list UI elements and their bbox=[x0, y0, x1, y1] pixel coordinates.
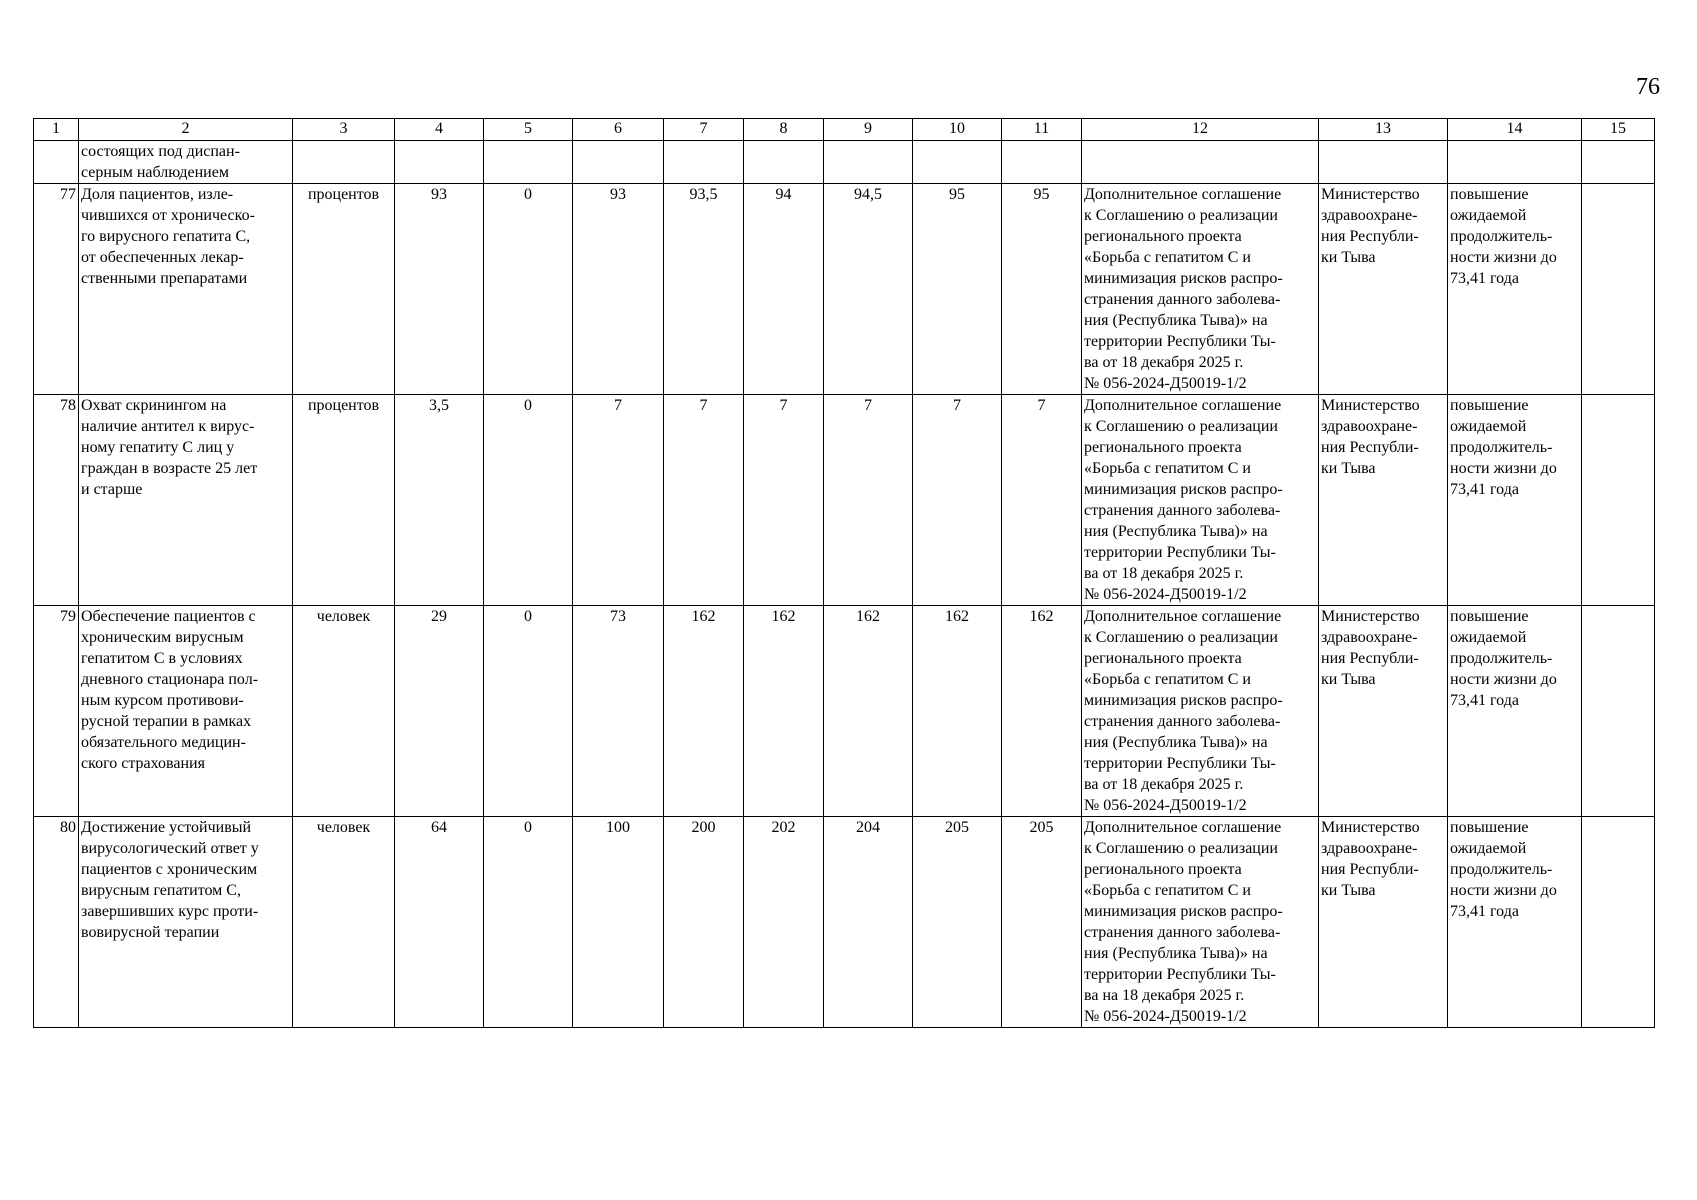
expected-result: повышение ожидаемой продолжитель- ности жизни до 73,41 года bbox=[1448, 395, 1582, 606]
value-col-8: 202 bbox=[744, 817, 824, 1028]
page-number: 76 bbox=[1636, 74, 1660, 100]
value-col-7: 162 bbox=[664, 606, 744, 817]
responsible-body: Министерство здравоохране- ния Республи- ки Тыва bbox=[1319, 606, 1448, 817]
header-cell: 8 bbox=[744, 119, 824, 141]
value-col-10: 7 bbox=[913, 395, 1002, 606]
empty-cell bbox=[664, 141, 744, 184]
row-number: 78 bbox=[34, 395, 79, 606]
value-col-5: 0 bbox=[484, 606, 573, 817]
value-col-15 bbox=[1582, 184, 1655, 395]
header-cell: 12 bbox=[1082, 119, 1319, 141]
empty-cell bbox=[1319, 141, 1448, 184]
row-number: 77 bbox=[34, 184, 79, 395]
unit: процентов bbox=[293, 395, 395, 606]
source-document: Дополнительное соглашение к Соглашению о реализации регионального проекта «Борьба с гепатитом С и минимизация рисков распро- странения данного заболева- ния (Республика Тыва)» на территории Республики Ты- ва на 18 декабря 2025 г. № 056-2024-Д50019-1/2 bbox=[1082, 817, 1319, 1028]
value-col-5: 0 bbox=[484, 817, 573, 1028]
row-number: 79 bbox=[34, 606, 79, 817]
source-document: Дополнительное соглашение к Соглашению о реализации регионального проекта «Борьба с гепатитом С и минимизация рисков распро- странения данного заболева- ния (Республика Тыва)» на территории Республики Ты- ва от 18 декабря 2025 г. № 056-2024-Д50019-1/2 bbox=[1082, 606, 1319, 817]
indicator-name: Достижение устойчивый вирусологический ответ у пациентов с хроническим вирусным гепатитом С, завершивших курс проти- вовирусной терапии bbox=[79, 817, 293, 1028]
value-col-10: 95 bbox=[913, 184, 1002, 395]
responsible-body: Министерство здравоохране- ния Республи- ки Тыва bbox=[1319, 817, 1448, 1028]
value-col-7: 7 bbox=[664, 395, 744, 606]
header-cell: 15 bbox=[1582, 119, 1655, 141]
value-col-9: 7 bbox=[824, 395, 913, 606]
header-cell: 5 bbox=[484, 119, 573, 141]
responsible-body: Министерство здравоохране- ния Республи- ки Тыва bbox=[1319, 184, 1448, 395]
value-col-15 bbox=[1582, 395, 1655, 606]
empty-cell bbox=[293, 141, 395, 184]
value-col-15 bbox=[1582, 817, 1655, 1028]
value-col-5: 0 bbox=[484, 395, 573, 606]
value-col-9: 94,5 bbox=[824, 184, 913, 395]
header-cell: 13 bbox=[1319, 119, 1448, 141]
empty-cell bbox=[824, 141, 913, 184]
header-cell: 4 bbox=[395, 119, 484, 141]
value-col-10: 205 bbox=[913, 817, 1002, 1028]
continuation-row bbox=[34, 141, 1655, 184]
table-row bbox=[34, 817, 1655, 1028]
unit: человек bbox=[293, 606, 395, 817]
value-col-6: 93 bbox=[573, 184, 664, 395]
empty-cell bbox=[1002, 141, 1082, 184]
responsible-body: Министерство здравоохране- ния Республи- ки Тыва bbox=[1319, 395, 1448, 606]
source-document: Дополнительное соглашение к Соглашению о реализации регионального проекта «Борьба с гепатитом С и минимизация рисков распро- странения данного заболева- ния (Республика Тыва)» на территории Республики Ты- ва от 18 декабря 2025 г. № 056-2024-Д50019-1/2 bbox=[1082, 395, 1319, 606]
value-col-6: 7 bbox=[573, 395, 664, 606]
table-row bbox=[34, 184, 1655, 395]
value-col-11: 95 bbox=[1002, 184, 1082, 395]
value-col-10: 162 bbox=[913, 606, 1002, 817]
header-cell: 3 bbox=[293, 119, 395, 141]
indicator-name: Охват скринингом на наличие антител к вирус- ному гепатиту С лиц у граждан в возрасте 25 лет и старше bbox=[79, 395, 293, 606]
empty-cell bbox=[1448, 141, 1582, 184]
indicator-name: Обеспечение пациентов с хроническим вирусным гепатитом С в условиях дневного стационара пол- ным курсом противови- русной терапии в рамках обязательного медицин- ского страхования bbox=[79, 606, 293, 817]
header-cell: 11 bbox=[1002, 119, 1082, 141]
value-col-11: 162 bbox=[1002, 606, 1082, 817]
value-col-11: 7 bbox=[1002, 395, 1082, 606]
value-col-9: 204 bbox=[824, 817, 913, 1028]
expected-result: повышение ожидаемой продолжитель- ности жизни до 73,41 года bbox=[1448, 184, 1582, 395]
empty-cell bbox=[744, 141, 824, 184]
value-col-6: 100 bbox=[573, 817, 664, 1028]
header-cell: 14 bbox=[1448, 119, 1582, 141]
value-col-4: 29 bbox=[395, 606, 484, 817]
expected-result: повышение ожидаемой продолжитель- ности жизни до 73,41 года bbox=[1448, 817, 1582, 1028]
table-row bbox=[34, 395, 1655, 606]
value-col-8: 162 bbox=[744, 606, 824, 817]
indicator-name-continuation: состоящих под диспан- серным наблюдением bbox=[79, 141, 293, 184]
empty-cell bbox=[913, 141, 1002, 184]
value-col-8: 7 bbox=[744, 395, 824, 606]
column-number-header-row bbox=[34, 119, 1655, 141]
expected-result: повышение ожидаемой продолжитель- ности жизни до 73,41 года bbox=[1448, 606, 1582, 817]
value-col-6: 73 bbox=[573, 606, 664, 817]
unit: процентов bbox=[293, 184, 395, 395]
header-cell: 2 bbox=[79, 119, 293, 141]
row-number: 80 bbox=[34, 817, 79, 1028]
indicator-name: Доля пациентов, изле- чившихся от хроническо- го вирусного гепатита С, от обеспеченных лекар- ственными препаратами bbox=[79, 184, 293, 395]
header-cell: 6 bbox=[573, 119, 664, 141]
value-col-9: 162 bbox=[824, 606, 913, 817]
empty-cell bbox=[1582, 141, 1655, 184]
unit: человек bbox=[293, 817, 395, 1028]
empty-cell bbox=[395, 141, 484, 184]
header-cell: 1 bbox=[34, 119, 79, 141]
value-col-4: 64 bbox=[395, 817, 484, 1028]
empty-cell bbox=[34, 141, 79, 184]
empty-cell bbox=[484, 141, 573, 184]
empty-cell bbox=[1082, 141, 1319, 184]
header-cell: 9 bbox=[824, 119, 913, 141]
value-col-11: 205 bbox=[1002, 817, 1082, 1028]
value-col-4: 93 bbox=[395, 184, 484, 395]
value-col-8: 94 bbox=[744, 184, 824, 395]
value-col-7: 93,5 bbox=[664, 184, 744, 395]
value-col-4: 3,5 bbox=[395, 395, 484, 606]
source-document: Дополнительное соглашение к Соглашению о реализации регионального проекта «Борьба с гепатитом С и минимизация рисков распро- странения данного заболева- ния (Республика Тыва)» на территории Республики Ты- ва от 18 декабря 2025 г. № 056-2024-Д50019-1/2 bbox=[1082, 184, 1319, 395]
value-col-15 bbox=[1582, 606, 1655, 817]
table-row bbox=[34, 606, 1655, 817]
header-cell: 10 bbox=[913, 119, 1002, 141]
header-cell: 7 bbox=[664, 119, 744, 141]
value-col-7: 200 bbox=[664, 817, 744, 1028]
empty-cell bbox=[573, 141, 664, 184]
indicators-table bbox=[33, 118, 1655, 1028]
value-col-5: 0 bbox=[484, 184, 573, 395]
